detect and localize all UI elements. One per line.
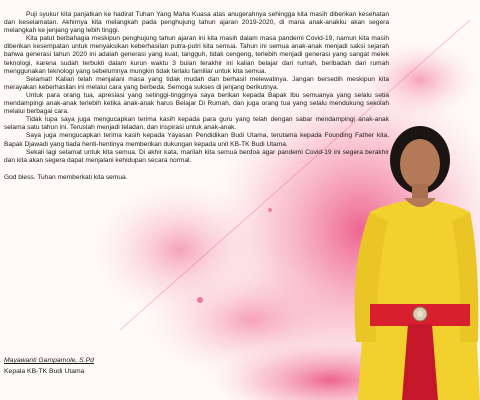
closing-line: God bless. Tuhan memberkati kita semua. <box>4 173 128 181</box>
paragraph: Puji syukur kita panjatkan ke hadirat Tuhan Yang Maha Kuasa atas anugerahnya sehingga kita masih diberikan kesehatan dan keselamatan. Akhirnya kita melangkah pada penghujung tahun ajaran 2019-2020, di mana anak-anakku akan segera melangkah ke jenjang yang lebih tinggi. <box>4 11 389 35</box>
paragraph: Sekali lagi selamat untuk kita semua. Di akhir kata, marilah kita semua berdoa agar pandemi Covid-19 ini segera berakhir dan kita akan segera dapat menjalani kehidupan secara normal. <box>4 148 389 164</box>
signatory-name: Mayawanti Gampamole, S.Pd <box>4 357 94 364</box>
signatory-role: Kepala KB-TK Budi Utama <box>4 368 85 375</box>
letter-body <box>4 11 389 182</box>
paragraph: Tidak lupa saya juga mengucapkan terima kasih kepada para guru yang telah dengan sabar mendampingi anak-anak selama satu tahun ini. Teruslah menjadi teladan, dan inspirasi untuk anak-anak. <box>4 116 389 132</box>
paragraph: Saya juga mengucapkan terima kasih kepada Yayasan Pendidikan Budi Utama, terutama kepada Founding Father kita, Bapak Djawadi yang tiada henti-hentinya memberikan dukungan kepada unit KB-TK Budi Utama. <box>4 132 389 148</box>
paragraph: Untuk para orang tua, apresiasi yang setinggi-tingginya saya berikan kepada Bapak Ibu semuanya yang selalu setia mendampingi anak-anak terlebih ketika anak-anak harus Belajar Di Rumah, dan juga orang tua yang selalu mendukung sekolah melalui berbagai cara. <box>4 91 389 116</box>
signature-block <box>4 355 94 377</box>
paragraph: Kita patut berbahagia meskipun penghujung tahun ajaran ini kita masih dalam masa pandemi Covid-19, namun kita masih diberikan kesempatan untuk menyaksikan keberhasilan putra-putri kita semua. Tahun ini semua anak-anak menjadi saksi sejarah bahwa generasi tahun 2020 ini adalah generasi yang kuat, tangguh, tidak cengeng, terlebih menjadi generasi yang sangat melek teknologi, karena sudah terbukti dalam kurun waktu 3 bulan terakhir ini kalian belajar dari rumah, beribadah dari rumah menggunakan teknologi yang sebelumnya mungkin tidak terlalu familiar untuk kita semua. <box>4 35 389 75</box>
paragraph: Selamat! Kalian telah menjalani masa yang tidak mudah dan berhasil melewatinya. Jangan bersedih meskipun kita merayakan keberhasilan ini melalui cara yang berbeda. Semoga sukses di jenjang berikutnya. <box>4 75 389 91</box>
